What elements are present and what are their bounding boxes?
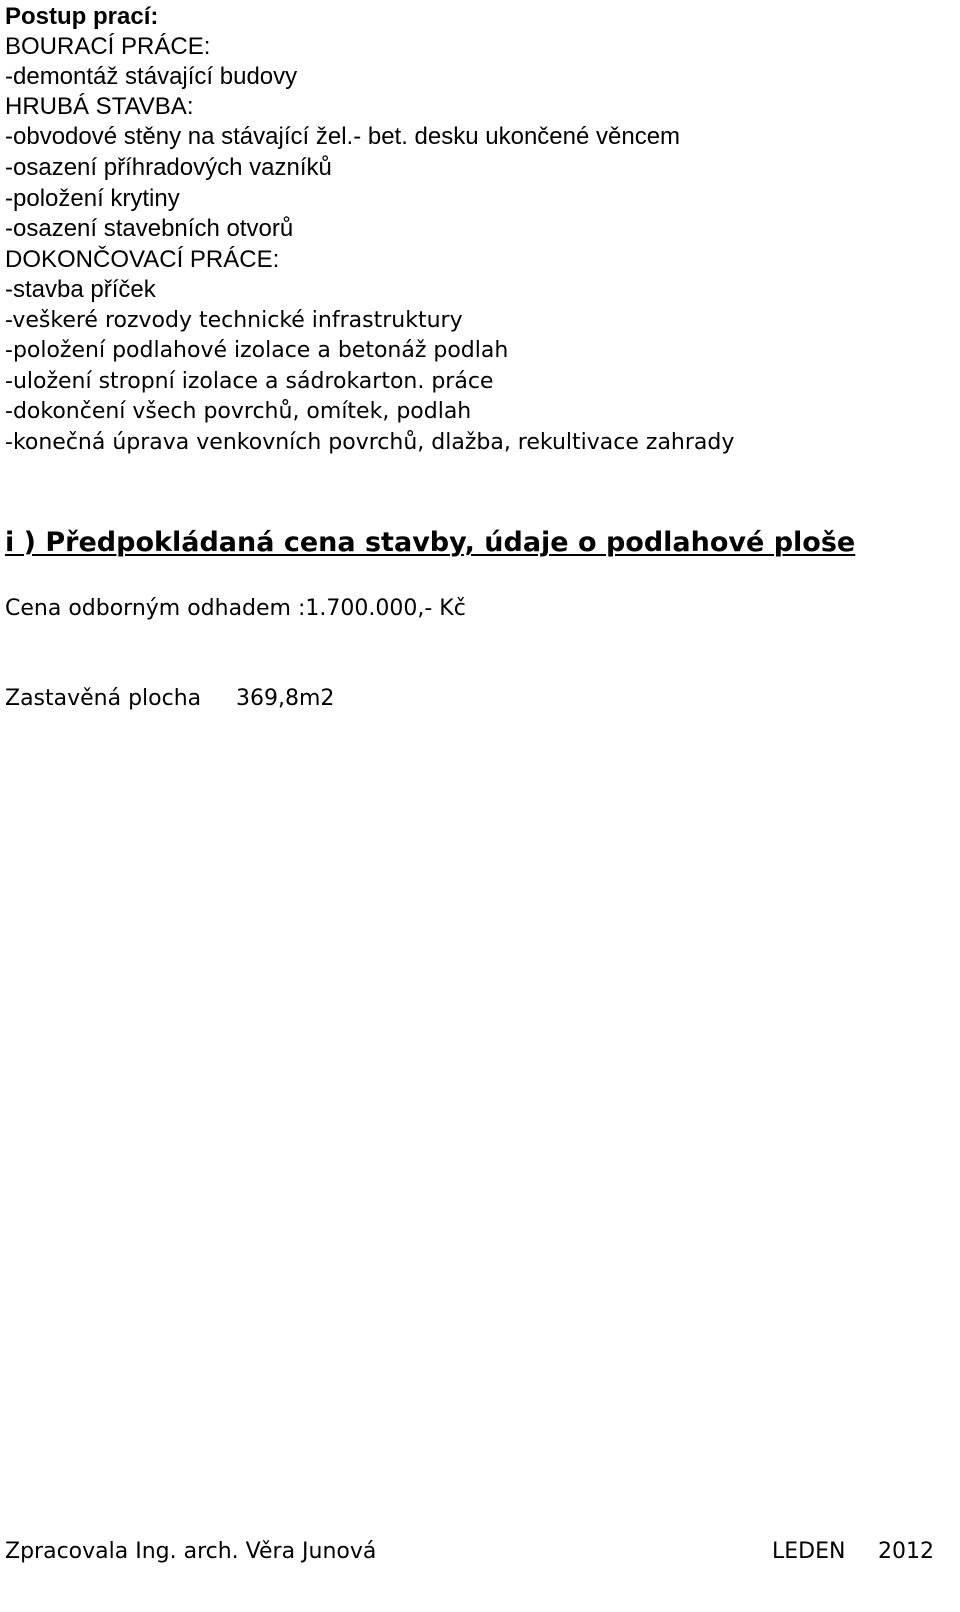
built-area-value: 369,8m2 — [236, 686, 335, 711]
footer-year: 2012 — [878, 1539, 934, 1564]
list-item: -dokončení všech povrchů, omítek, podlah — [5, 399, 472, 424]
list-item: -stavba příček — [5, 276, 156, 303]
list-item: -položení podlahové izolace a betonáž podlah — [5, 338, 509, 363]
list-item: -osazení příhradových vazníků — [5, 154, 332, 181]
section-label-finishing: DOKONČOVACÍ PRÁCE: — [5, 246, 280, 273]
list-item: -položení krytiny — [5, 185, 180, 212]
section-heading: i ) Předpokládaná cena stavby, údaje o podlahové ploše — [5, 527, 856, 558]
section-label-demolition: BOURACÍ PRÁCE: — [5, 33, 211, 60]
built-area-label: Zastavěná plocha — [5, 686, 202, 711]
list-item: -demontáž stávající budovy — [5, 63, 298, 90]
section-label-rough-construction: HRUBÁ STAVBA: — [5, 93, 194, 120]
list-item: -veškeré rozvody technické infrastruktury — [5, 308, 463, 333]
list-item: -osazení stavebních otvorů — [5, 215, 294, 242]
footer-author: Zpracovala Ing. arch. Věra Junová — [5, 1539, 377, 1564]
footer-month: LEDEN — [772, 1539, 846, 1564]
list-item: -uložení stropní izolace a sádrokarton. práce — [5, 369, 494, 394]
list-item: -obvodové stěny na stávající žel.- bet. desku ukončené věncem — [5, 123, 681, 150]
page-title: Postup prací: — [5, 3, 159, 30]
list-item: -konečná úprava venkovních povrchů, dlažba, rekultivace zahrady — [5, 430, 735, 455]
price-estimate: Cena odborným odhadem :1.700.000,- Kč — [5, 596, 466, 621]
